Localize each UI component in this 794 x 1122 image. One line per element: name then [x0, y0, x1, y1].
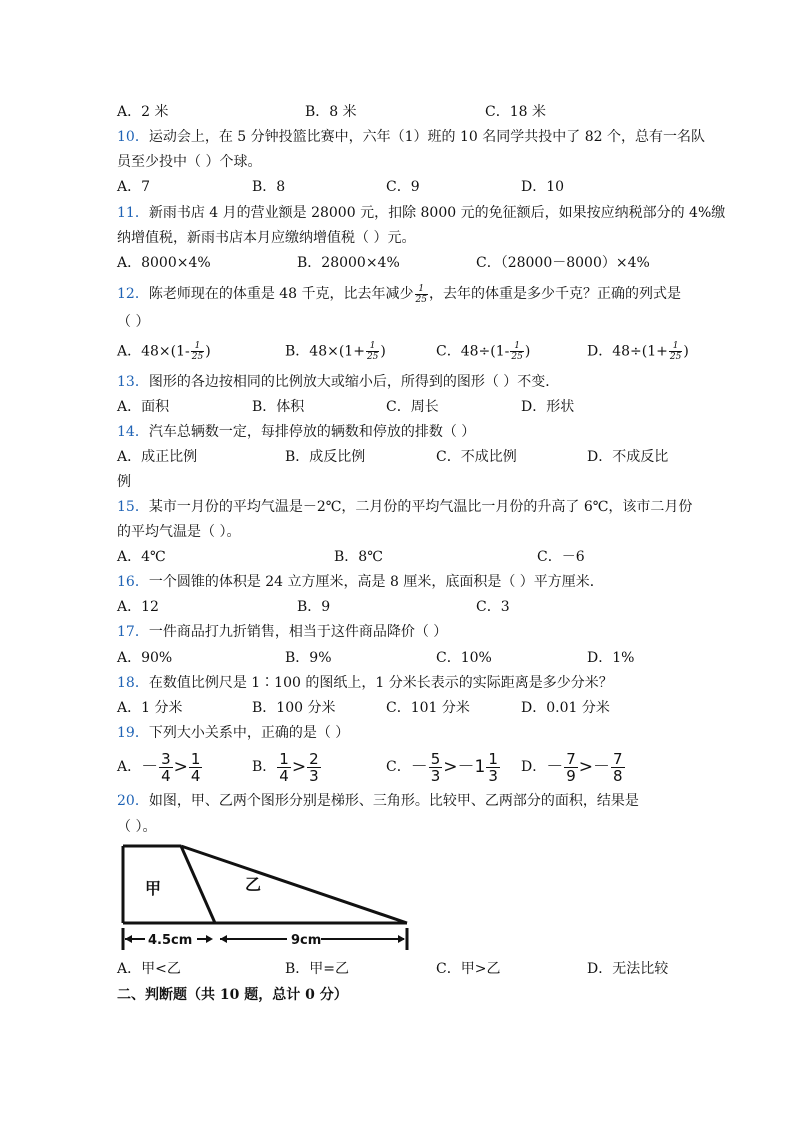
q19-b-relation: >: [291, 757, 307, 777]
q19-a-frac1-den: 4: [161, 766, 171, 785]
q20-option-b: B．甲=乙: [285, 961, 350, 977]
q15-text-line1: 某市一月份的平均气温是－2℃，二月份的平均气温比一月份的升高了 6℃，该市二月份: [148, 499, 693, 515]
q12-c-suffix: ): [524, 343, 531, 360]
q19-a-frac2-den: 4: [190, 766, 201, 785]
q12-option-b: [285, 341, 386, 362]
q12-b-fraction: [366, 341, 379, 362]
q14-text-line1: 汽车总辆数一定，每排停放的辆数和停放的排数（ ）: [148, 424, 476, 440]
q15-option-c: C．－6: [537, 549, 585, 565]
q12-text-after: ，去年的体重是多少千克？正确的列式是: [429, 286, 681, 302]
q12-a-fraction: [191, 341, 204, 362]
q14-number: 14．: [117, 424, 149, 440]
q16-option-a: A．12: [117, 599, 159, 615]
q19-c-sign2: －1: [457, 757, 486, 777]
q18-option-d: D．0.01 分米: [521, 700, 610, 716]
q18-number: 18．: [117, 675, 149, 691]
q19-c-label: C．: [386, 759, 411, 775]
dim-left-arrowhead-start: [125, 935, 132, 943]
q18-option-b: B．100 分米: [252, 700, 336, 716]
q18-text-line1: 在数值比例尺是 1∶100 的图纸上，1 分米长表示的实际距离是多少分米？: [148, 675, 613, 691]
dim-left-arrowhead-end: [206, 935, 213, 943]
q19-c-relation: >: [443, 757, 458, 777]
dim-right-label: 9cm: [291, 933, 322, 948]
q13-number: 13．: [117, 374, 149, 390]
q19-c-frac1-num: 5: [430, 749, 441, 768]
q19-a-label: A．: [117, 759, 142, 775]
q16-option-b: B．9: [297, 599, 331, 615]
q19-c-frac2-den: 3: [488, 766, 498, 785]
q15-number: 15．: [117, 499, 149, 515]
q14-option-c: C．不成比例: [436, 449, 517, 465]
q14-stem: [117, 423, 475, 441]
q19-option-c: [386, 750, 501, 784]
q12-fraction: [415, 284, 428, 305]
q16-option-c: C．3: [476, 599, 510, 615]
q19-b-frac1: [277, 751, 291, 784]
q12-b-frac-num: 1: [366, 341, 379, 352]
q12-d-suffix: ): [683, 343, 689, 360]
q9-option-a: A．2 米: [117, 104, 169, 120]
q15-option-b: B．8℃: [334, 549, 383, 565]
q19-d-frac2: [611, 751, 625, 784]
q19-a-sign: －: [141, 757, 159, 777]
q13-option-b: B．体积: [252, 399, 305, 415]
q13-option-d: D．形状: [521, 399, 575, 415]
label-jia: 甲: [145, 879, 162, 898]
q20-text-line1: 如图，甲、乙两个图形分别是梯形、三角形。比较甲、乙两部分的面积，结果是: [148, 793, 639, 809]
q12-a-frac-num: 1: [191, 341, 204, 352]
q20-number: 20．: [117, 793, 149, 809]
q20-option-d: D．无法比较: [587, 961, 669, 977]
q15-stem: [117, 498, 692, 516]
q17-option-b: B．9%: [285, 650, 332, 666]
q10-number: 10．: [117, 129, 149, 145]
q12-stem: [117, 283, 681, 305]
q19-d-sign2: －: [593, 757, 611, 777]
q12-text-before: 陈老师现在的体重是 48 千克，比去年减少: [148, 286, 414, 302]
q19-b-label: B．: [252, 759, 277, 775]
q19-d-frac2-num: 7: [613, 749, 623, 768]
q19-b-frac2-num: 2: [309, 749, 319, 768]
q12-a-suffix: ): [205, 343, 211, 360]
q12-d-frac-num: 1: [669, 341, 682, 352]
q17-stem: [117, 623, 447, 641]
q19-c-sign: －: [410, 757, 428, 777]
q19-b-frac1-num: 1: [279, 749, 289, 768]
q12-number: 12．: [117, 286, 149, 302]
q20-option-c: C．甲>乙: [436, 961, 501, 977]
q16-text-line1: 一个圆锥的体积是 24 立方厘米，高是 8 厘米，底面积是（ ）平方厘米．: [148, 574, 604, 590]
q19-stem: [117, 724, 349, 742]
q12-c-prefix: C．48÷(1-: [436, 343, 510, 360]
q12-d-fraction: [669, 341, 682, 362]
q19-b-frac1-den: 4: [279, 766, 289, 785]
q10-option-c: C．9: [386, 179, 420, 195]
q19-option-b: [252, 750, 322, 784]
triangle-hypotenuse: [181, 846, 407, 923]
q12-d-prefix: D．48÷(1+: [587, 343, 668, 360]
q19-number: 19．: [117, 725, 149, 741]
dim-left-label: 4.5cm: [148, 933, 193, 948]
q18-option-a: A．1 分米: [117, 700, 183, 716]
q12-d-frac-den: 25: [669, 352, 682, 362]
q15-text-line2: 的平均气温是（ ）。: [117, 524, 241, 540]
q12-c-fraction: [510, 341, 523, 362]
q19-d-label: D．: [521, 759, 547, 775]
q19-d-frac1-den: 9: [566, 766, 576, 785]
q12-b-suffix: ): [380, 343, 386, 360]
q12-text-line2: （ ）: [117, 314, 150, 330]
q19-b-frac2-den: 3: [309, 766, 319, 785]
q17-number: 17．: [117, 624, 149, 640]
q12-a-frac-den: 25: [191, 352, 204, 362]
q18-stem: [117, 674, 613, 692]
q19-c-frac2: [486, 751, 500, 784]
q12-c-frac-den: 25: [511, 352, 523, 362]
q19-option-a: [117, 750, 203, 784]
q12-frac-den: 25: [415, 294, 427, 305]
q19-c-frac2-num: 1: [488, 749, 498, 768]
shared-slanted-edge: [181, 846, 215, 923]
q12-a-prefix: A．48×(1-: [117, 343, 190, 360]
q14-option-d-wrap: 例: [117, 474, 131, 490]
q14-option-a: A．成正比例: [117, 449, 198, 465]
q13-stem: [117, 373, 559, 391]
q9-option-b: B．8 米: [305, 104, 357, 120]
q17-option-a: A．90%: [117, 650, 173, 666]
q11-option-b: B．28000×4%: [297, 255, 400, 271]
q17-option-c: C．10%: [436, 650, 492, 666]
q10-option-d: D．10: [521, 179, 565, 195]
q20-option-a: A．甲<乙: [117, 961, 181, 977]
q15-option-a: A．4℃: [117, 549, 166, 565]
q20-figure: [115, 838, 420, 956]
q11-number: 11．: [117, 205, 149, 221]
q12-b-frac-den: 25: [366, 352, 379, 362]
q19-d-frac1-num: 7: [566, 749, 576, 768]
q12-option-d: [587, 341, 689, 362]
q19-a-relation: >: [173, 757, 188, 777]
q13-text-line1: 图形的各边按相同的比例放大或缩小后，所得到的图形（ ）不变．: [148, 374, 560, 390]
q10-option-a: A．7: [117, 179, 151, 195]
q19-c-frac1-den: 3: [430, 766, 441, 785]
q11-option-a: A．8000×4%: [117, 255, 211, 271]
q19-b-frac2: [307, 751, 321, 784]
q11-stem: [117, 204, 725, 222]
q17-text-line1: 一件商品打九折销售，相当于这件商品降价（ ）: [148, 624, 448, 640]
q19-option-d: [521, 750, 626, 784]
q11-text-line1: 新雨书店 4 月的营业额是 28000 元，扣除 8000 元的免征额后，如果按应纳税部分的 4%缴: [148, 205, 726, 221]
q19-text-line1: 下列大小关系中，正确的是（ ）: [148, 725, 350, 741]
q19-d-relation: >: [578, 757, 594, 777]
q10-text-line1: 运动会上，在 5 分钟投篮比赛中，六年（1）班的 10 名同学共投中了 82 个，总有一名队: [148, 129, 705, 145]
q14-option-b: B．成反比例: [285, 449, 366, 465]
q19-a-frac2-num: 1: [190, 749, 201, 768]
q11-text-line2: 纳增值税，新雨书店本月应缴纳增值税（ ）元。: [117, 230, 416, 246]
q19-a-frac1-num: 3: [161, 749, 171, 768]
q13-option-a: A．面积: [117, 399, 170, 415]
q9-option-c: C．18 米: [485, 104, 546, 120]
q11-option-c: C．（28000－8000）×4%: [476, 255, 650, 271]
q17-option-d: D．1%: [587, 650, 635, 666]
q12-frac-num: 1: [415, 284, 428, 295]
q10-stem: [117, 128, 705, 146]
q18-option-c: C．101 分米: [386, 700, 470, 716]
q13-option-c: C．周长: [386, 399, 439, 415]
q19-a-frac1: [159, 751, 173, 784]
dim-right-arrowhead-end: [398, 935, 405, 943]
q10-option-b: B．8: [252, 179, 286, 195]
q19-d-sign: －: [546, 757, 564, 777]
label-yi: 乙: [245, 875, 262, 894]
q19-d-frac1: [564, 751, 578, 784]
q10-text-line2: 员至少投中（ ）个球。: [117, 154, 262, 170]
q12-c-frac-num: 1: [510, 341, 523, 352]
q12-b-prefix: B．48×(1+: [285, 343, 365, 360]
section-heading-judgement: 二、判断题（共 10 题，总计 0 分）: [117, 987, 348, 1003]
q20-stem: [117, 792, 639, 810]
q16-stem: [117, 573, 604, 591]
q12-option-c: [436, 341, 530, 362]
q19-a-frac2: [189, 751, 203, 784]
q12-option-a: [117, 341, 211, 362]
q19-d-frac2-den: 8: [613, 766, 623, 785]
q14-option-d: D．不成反比: [587, 449, 669, 465]
q20-text-line2: （ ）。: [117, 819, 157, 835]
q16-number: 16．: [117, 574, 149, 590]
q19-c-frac1: [429, 751, 443, 784]
